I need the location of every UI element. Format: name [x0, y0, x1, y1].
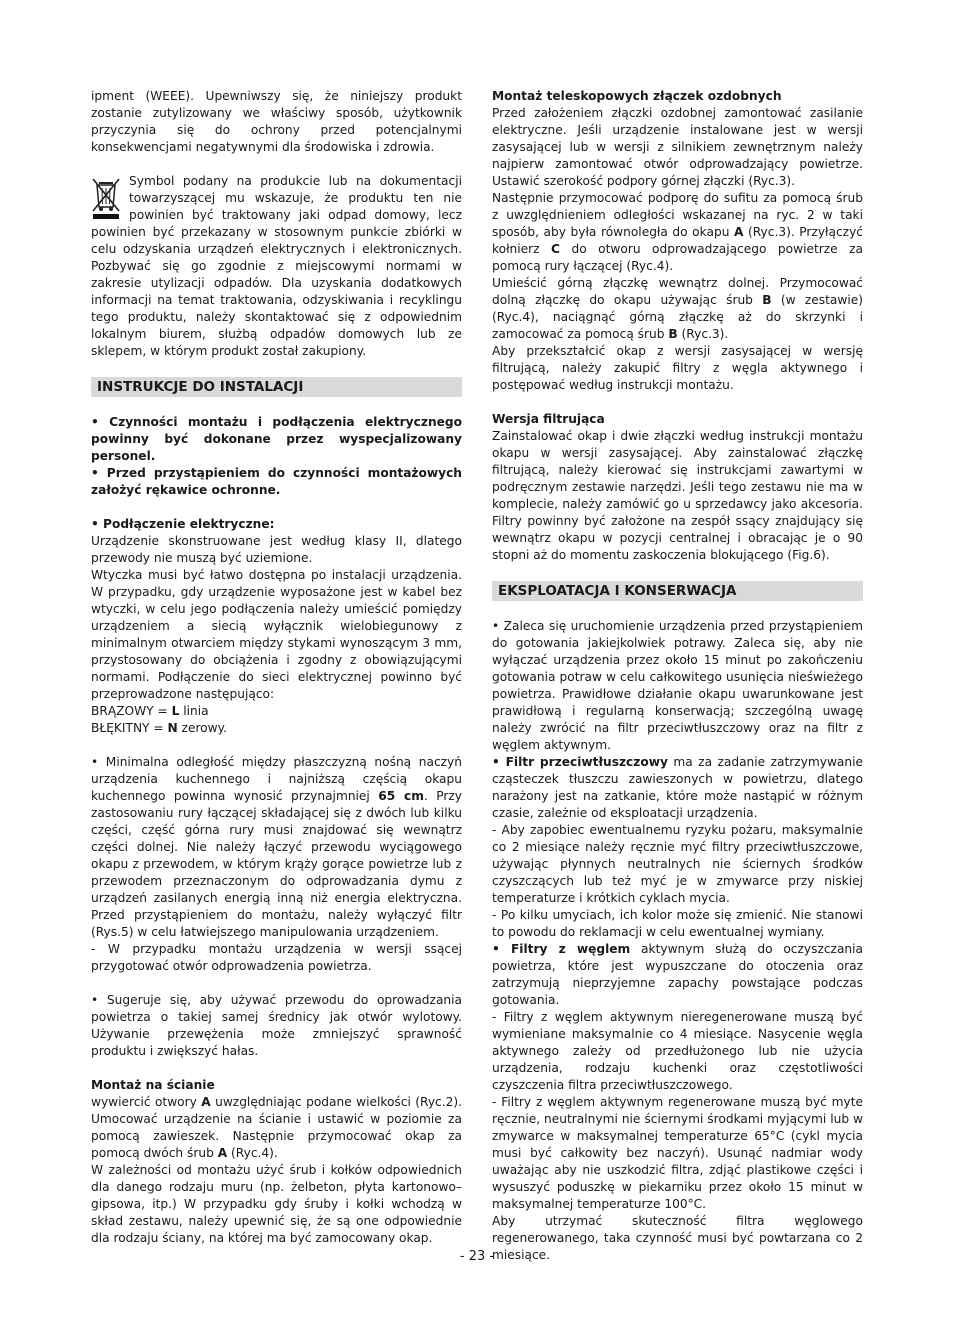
maintenance-paragraph-1: • Zaleca się uruchomienie urządzenia przed przystąpieniem do gotowania jakiejkolwiek potrawy. Zaleca się, aby nie wyłączać urządzenia przez około 15 minut po zakończeniu gotowania potraw w celu całkowitego usunięcia nieświeżego powietrza. Prawidłowe działanie okapu uwarunkowane jest prawidłową i regularną konserwacją; szczególną uwagę należy zwrócić na filtr przeciwtłuszczowy oraz na filtr z węglem aktywnym.: [492, 619, 863, 752]
page-number: - 23 -: [459, 1249, 495, 1264]
wire-brown-line: BRĄZOWY = L linia: [91, 704, 209, 718]
weee-block: [91, 173, 462, 360]
carbon-filter-paragraph: • Filtry z węglem aktywnym służą do oczyszczania powietrza, które jest wypuszczane do otoczenia oraz zatrzymują nieprzyjemne zapachy powstające podczas gotowania.: [492, 942, 864, 1007]
suction-version-paragraph: - W przypadku montażu urządzenia w wersji ssącej przygotować otwór odprowadzenia powietrza.: [91, 942, 462, 973]
grease-filter-paragraph: • Filtr przeciwtłuszczowy ma za zadanie zatrzymywanie cząsteczek tłuszczu zawieszonych w powietrzu, dlatego narażony jest na zatkanie, które może nastąpić w różnym czasie, zależnie od eksploatacji urządzenia.: [492, 755, 863, 820]
filter-version-title: Wersja filtrująca: [492, 412, 605, 426]
telescopic-fitting-title: Montaż teleskopowych złączek ozdobnych: [492, 89, 782, 103]
electrical-connection-title: • Podłączenie elektryczne:: [91, 517, 275, 531]
warning-gloves: • Przed przystąpieniem do czynności montażowych założyć rękawice ochronne.: [91, 466, 462, 497]
wall-mounting-paragraph: wywiercić otwory A uwzględniając podane wielkości (Ryc.2). Umocować urządzenie na ścianie i ustawić w poziomie za pomocą zawieszek. Następnie przymocować okap za pomocą dwóch śrub A (Ryc.4).: [91, 1095, 462, 1160]
weee-intro-paragraph: ipment (WEEE). Upewniwszy się, że niniejszy produkt zostanie zutylizowany we właściwy sposób, użytkownik przyczynia się do ochrony przed potencjalnymi konsekwencjami negatywnymi dla środowiska i zdrowia.: [91, 89, 462, 154]
left-column: [91, 88, 462, 1247]
wall-mounting-title: Montaż na ścianie: [91, 1078, 215, 1092]
telescopic-paragraph-1: Przed założeniem złączki ozdobnej zamontować zasilanie elektryczne. Jeśli urządzenie instalowane jest w wersji zasysającej lub w wersji z silnikiem zewnętrznym należy najpierw zamontować otwór odprowadzający powietrze. Ustawić szerokość podpory górnej złączki (Ryc.3).: [492, 106, 863, 188]
grease-filter-washing-paragraph: - Aby zapobiec ewentualnemu ryzyku pożaru, maksymalnie co 2 miesiące należy ręcznie myć filtry przeciwtłuszczowe, używając płynnych neutralnych nie ściernych środków czyszczących lub też myć je w zmywarce przy niskiej temperaturze i krótkich cyklach mycia.: [492, 823, 863, 905]
telescopic-paragraph-3: Umieścić górną złączkę wewnątrz dolnej. Przymocować dolną złączkę do okapu używając śrub B (w zestawie) (Ryc.4), naciągnąć górną złączkę aż do skrzynki i zamocować za pomocą śrub B (Ryc.3).: [492, 276, 863, 341]
wire-blue-line: BŁĘKITNY = N zerowy.: [91, 721, 227, 735]
section-heading-maintenance: EKSPLOATACJA I KONSERWACJA: [492, 581, 863, 601]
right-column: [492, 88, 863, 1264]
electrical-class-paragraph: Urządzenie skonstruowane jest według klasy II, dlatego przewody nie muszą być uziemione.: [91, 534, 462, 565]
electrical-plug-paragraph: Wtyczka musi być łatwo dostępna po instalacji urządzenia. W przypadku, gdy urządzenie wyposażone jest w kabel bez wtyczki, w celu jego podłączenia należy umieścić pomiędzy urządzeniem a siecią wyłącznik wielobiegunowy z minimalnym otwarciem między stykami wynoszącym 3 mm, przystosowany do obciążenia i zgodny z obowiązującymi normami. Podłączenie do sieci elektrycznej powinno być przeprowadzone następująco:: [91, 568, 462, 701]
telescopic-paragraph-4: Aby przekształcić okap z wersji zasysającej w wersję filtrującą, należy zakupić filtry z węgla aktywnego i postępować według instrukcji montażu.: [492, 344, 863, 392]
grease-filter-color-paragraph: - Po kilku umyciach, ich kolor może się zmienić. Nie stanowi to powodu do reklamacji w celu ewentualnej wymiany.: [492, 908, 863, 939]
carbon-filter-nonregen-paragraph: - Filtry z węglem aktywnym nieregenerowane muszą być wymieniane maksymalnie co 4 miesiące. Nasycenie węgla aktywnego zależy od przedłużonego lub nie użycia urządzenia, rodzaju kuchenki oraz częstotliwości czyszczenia filtra przeciwtłuszczowego.: [492, 1010, 863, 1092]
wall-plugs-paragraph: W zależności od montażu użyć śrub i kołków odpowiednich dla danego rodzaju muru (np. żelbeton, płyta kartonowo–gipsowa, itp.) W przypadku gdy śruby i kołki wchodzą w skład zestawu, należy upewnić się, że są one odpowiednie dla rodzaju ściany, na której ma być zamocowany okap.: [91, 1163, 462, 1245]
section-heading-installation: INSTRUKCJE DO INSTALACJI: [91, 377, 462, 397]
weee-symbol-paragraph: Symbol podany na produkcie lub na dokumentacji towarzyszącej mu wskazuje, że produktu ten nie powinien być traktowany jaki odpad domowy, lecz powinien być przekazany w stosownym punkcie zbiórki w celu odzyskania urządzeń elektrycznych i elektronicznych. Pozbywać się go zgodnie z miejscowymi normami w zakresie utylizacji odpadów. Dla uzyskania dodatkowych informacji na temat traktowania, odzyskiwania i recyklingu tego produktu, należy skontaktować się z odpowiednim lokalnym biurem, służbą odpadów domowych lub ze sklepem, w którym produkt został zakupiony.: [91, 174, 462, 358]
filter-version-paragraph: Zainstalować okap i dwie złączki według instrukcji montażu okapu w wersji zasysającej. Aby zainstalować złączkę filtrującą, należy kierować się instrukcjami zawartymi w podręcznym zestawie narzędzi. Jeśli tego zestawu nie ma w komplecie, należy zamówić go u sprzedawcy jako akcesoria. Filtry powinny być założone na zespół ssący znajdujący się wewnątrz okapu w pozycji centralnej i obracając je o 90 stopni aż do momentu zaskoczenia blokującego (Fig.6).: [492, 429, 863, 562]
minimum-distance-paragraph: • Minimalna odległość między płaszczyzną nośną naczyń urządzenia kuchennego i najniższą częścią okapu kuchennego powinna wynosić przynajmniej 65 cm. Przy zastosowaniu rury łączącej składającej się z dwóch lub kilku części, część górna rury musi znajdować się wewnątrz części dolnej. Nie należy łączyć przewodu wyciągowego okapu z przewodem, w którym krąży gorące powietrze lub z przewodem przeznaczonym do odprowadzania dymu z urządzeń zasilanych energią inną niż energia elektryczna. Przed przystąpieniem do montażu, należy wyłączyć filtr (Rys.5) w celu łatwiejszego manipulowania urządzeniem.: [91, 755, 462, 939]
duct-diameter-paragraph: • Sugeruje się, aby używać przewodu do oprowadzania powietrza o takiej samej średnicy jak otwór wylotowy. Używanie przewężenia może zmniejszyć sprawność produktu i zwiększyć hałas.: [91, 993, 462, 1058]
telescopic-paragraph-2: Następnie przymocować podporę do sufitu za pomocą śrub z uwzględnieniem odległości wskazanej na ryc. 2 w taki sposób, aby była równoległa do okapu A (Ryc.3). Przyłączyć kołnierz C do otworu odprowadzającego powietrze za pomocą rury łączącej (Ryc.4).: [492, 191, 863, 273]
carbon-filter-repeat-paragraph: Aby utrzymać skuteczność filtra węglowego regenerowanego, taka czynność musi być powtarzana co 2 miesiące.: [492, 1214, 863, 1262]
carbon-filter-regen-paragraph: - Filtry z węglem aktywnym regenerowane muszą być myte ręcznie, neutralnymi nie ściernymi środkami myjącymi lub w zmywarce w maksymalnej temperaturze 65°C (cykl mycia musi być całkowity bez naczyń). Usunąć nadmiar wody uważając aby nie uszkodzić filtra, zdjąć plastikowe części i wysuszyć poduszkę w piekarniku przez około 15 minut w maksymalnej temperaturze 100°C.: [492, 1095, 863, 1211]
crossed-out-wheelie-bin-icon: [91, 177, 121, 221]
warning-installation-personnel: • Czynności montażu i podłączenia elektrycznego powinny być dokonane przez wyspecjalizowany personel.: [91, 415, 462, 463]
